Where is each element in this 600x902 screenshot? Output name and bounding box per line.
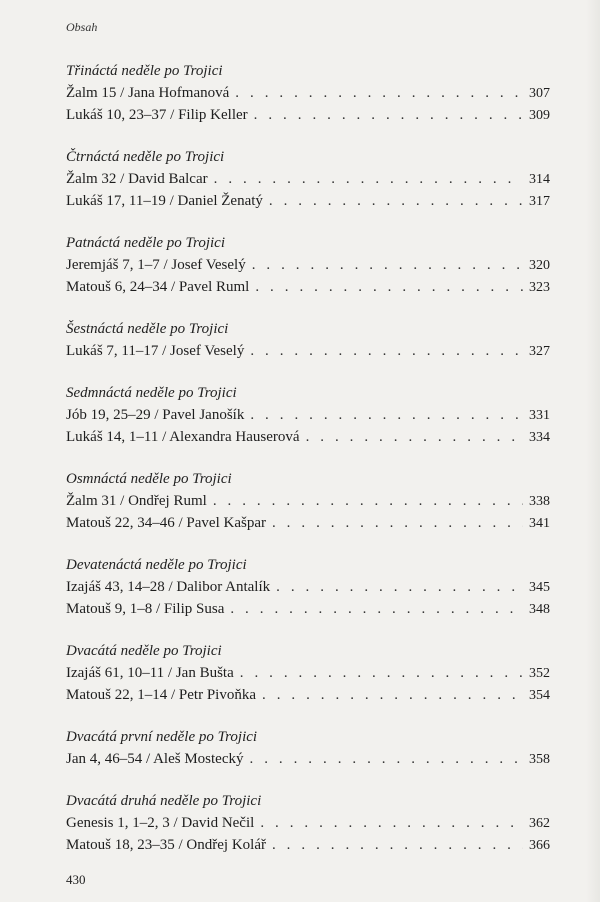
toc-section: [66, 318, 550, 362]
toc-section: [66, 640, 550, 706]
toc-entry: [66, 168, 550, 190]
entry-label: Matouš 6, 24–34 / Pavel Ruml: [66, 279, 250, 295]
entry-page-number: 358: [529, 752, 550, 767]
toc-section: [66, 790, 550, 856]
dot-leader: [260, 812, 523, 834]
dot-leader: [240, 662, 523, 684]
section-title: Osmnáctá neděle po Trojici: [66, 471, 232, 487]
entry-label: Lukáš 7, 11–17 / Josef Veselý: [66, 343, 245, 359]
section-title: Čtrnáctá neděle po Trojici: [66, 149, 225, 165]
entry-label: Matouš 22, 34–46 / Pavel Kašpar: [66, 515, 266, 531]
entry-label: Izajáš 43, 14–28 / Dalibor Antalík: [66, 579, 271, 595]
entry-label: Matouš 22, 1–14 / Petr Pivoňka: [66, 687, 256, 703]
toc-entry: [66, 684, 550, 706]
section-title: Šestnáctá neděle po Trojici: [66, 321, 229, 337]
entry-page-number: 362: [529, 816, 550, 831]
page-number-folio: 430: [66, 872, 86, 887]
toc-entry: [66, 748, 550, 770]
entry-page-number: 331: [529, 408, 550, 423]
entry-label: Žalm 32 / David Balcar: [66, 171, 208, 187]
toc-entry: [66, 834, 550, 856]
running-head: Obsah: [66, 20, 98, 34]
toc-entry: [66, 662, 550, 684]
toc-section: [66, 468, 550, 534]
dot-leader: [276, 576, 523, 598]
toc-section: [66, 726, 550, 770]
section-title: Patnáctá neděle po Trojici: [66, 235, 226, 251]
entry-page-number: 314: [529, 172, 550, 187]
toc-entry: [66, 576, 550, 598]
section-title: Dvacátá druhá neděle po Trojici: [66, 793, 262, 809]
dot-leader: [250, 340, 523, 362]
entry-label: Žalm 15 / Jana Hofmanová: [66, 85, 230, 101]
section-title: Devatenáctá neděle po Trojici: [66, 557, 247, 573]
dot-leader: [250, 748, 524, 770]
entry-label: Jan 4, 46–54 / Aleš Mostecký: [66, 751, 244, 767]
dot-leader: [269, 190, 523, 212]
toc-entry: [66, 82, 550, 104]
entry-label: Genesis 1, 1–2, 3 / David Nečil: [66, 815, 255, 831]
entry-page-number: 309: [529, 108, 550, 123]
entry-page-number: 338: [529, 494, 550, 509]
toc-section: [66, 60, 550, 126]
entry-page-number: 341: [529, 516, 550, 531]
entry-label: Jeremjáš 7, 1–7 / Josef Veselý: [66, 257, 246, 273]
toc-entry: [66, 426, 550, 448]
opposite-page-edge: [586, 0, 600, 902]
entry-page-number: 327: [529, 344, 550, 359]
section-title: Dvacátá první neděle po Trojici: [66, 729, 258, 745]
entry-page-number: 334: [529, 430, 550, 445]
toc-entry: [66, 190, 550, 212]
entry-page-number: 320: [529, 258, 550, 273]
entry-page-number: 345: [529, 580, 550, 595]
dot-leader: [306, 426, 523, 448]
entry-label: Matouš 18, 23–35 / Ondřej Kolář: [66, 837, 266, 853]
dot-leader: [254, 104, 523, 126]
entry-label: Žalm 31 / Ondřej Ruml: [66, 493, 207, 509]
entry-page-number: 317: [529, 194, 550, 209]
entry-label: Lukáš 10, 23–37 / Filip Keller: [66, 107, 248, 123]
toc-section: [66, 554, 550, 620]
toc-entry: [66, 598, 550, 620]
section-title: Sedmnáctá neděle po Trojici: [66, 385, 237, 401]
entry-label: Jób 19, 25–29 / Pavel Janošík: [66, 407, 245, 423]
dot-leader: [250, 404, 523, 426]
entry-label: Lukáš 17, 11–19 / Daniel Ženatý: [66, 193, 263, 209]
entry-label: Matouš 9, 1–8 / Filip Susa: [66, 601, 225, 617]
toc-entry: [66, 276, 550, 298]
toc-entry: [66, 812, 550, 834]
toc-section: [66, 382, 550, 448]
toc-entry: [66, 340, 550, 362]
entry-page-number: 352: [529, 666, 550, 681]
table-of-contents: [66, 60, 550, 876]
entry-page-number: 366: [529, 838, 550, 853]
dot-leader: [262, 684, 523, 706]
dot-leader: [255, 276, 523, 298]
toc-entry: [66, 404, 550, 426]
dot-leader: [272, 512, 523, 534]
dot-leader: [235, 82, 523, 104]
dot-leader: [213, 490, 523, 512]
toc-entry: [66, 512, 550, 534]
entry-page-number: 323: [529, 280, 550, 295]
toc-section: [66, 146, 550, 212]
entry-page-number: 307: [529, 86, 550, 101]
toc-section: [66, 232, 550, 298]
entry-label: Lukáš 14, 1–11 / Alexandra Hauserová: [66, 429, 300, 445]
dot-leader: [272, 834, 523, 856]
section-title: Třináctá neděle po Trojici: [66, 63, 223, 79]
entry-page-number: 348: [529, 602, 550, 617]
toc-entry: [66, 490, 550, 512]
entry-label: Izajáš 61, 10–11 / Jan Bušta: [66, 665, 234, 681]
dot-leader: [230, 598, 523, 620]
dot-leader: [214, 168, 523, 190]
entry-page-number: 354: [529, 688, 550, 703]
section-title: Dvacátá neděle po Trojici: [66, 643, 222, 659]
dot-leader: [252, 254, 523, 276]
toc-entry: [66, 254, 550, 276]
toc-entry: [66, 104, 550, 126]
